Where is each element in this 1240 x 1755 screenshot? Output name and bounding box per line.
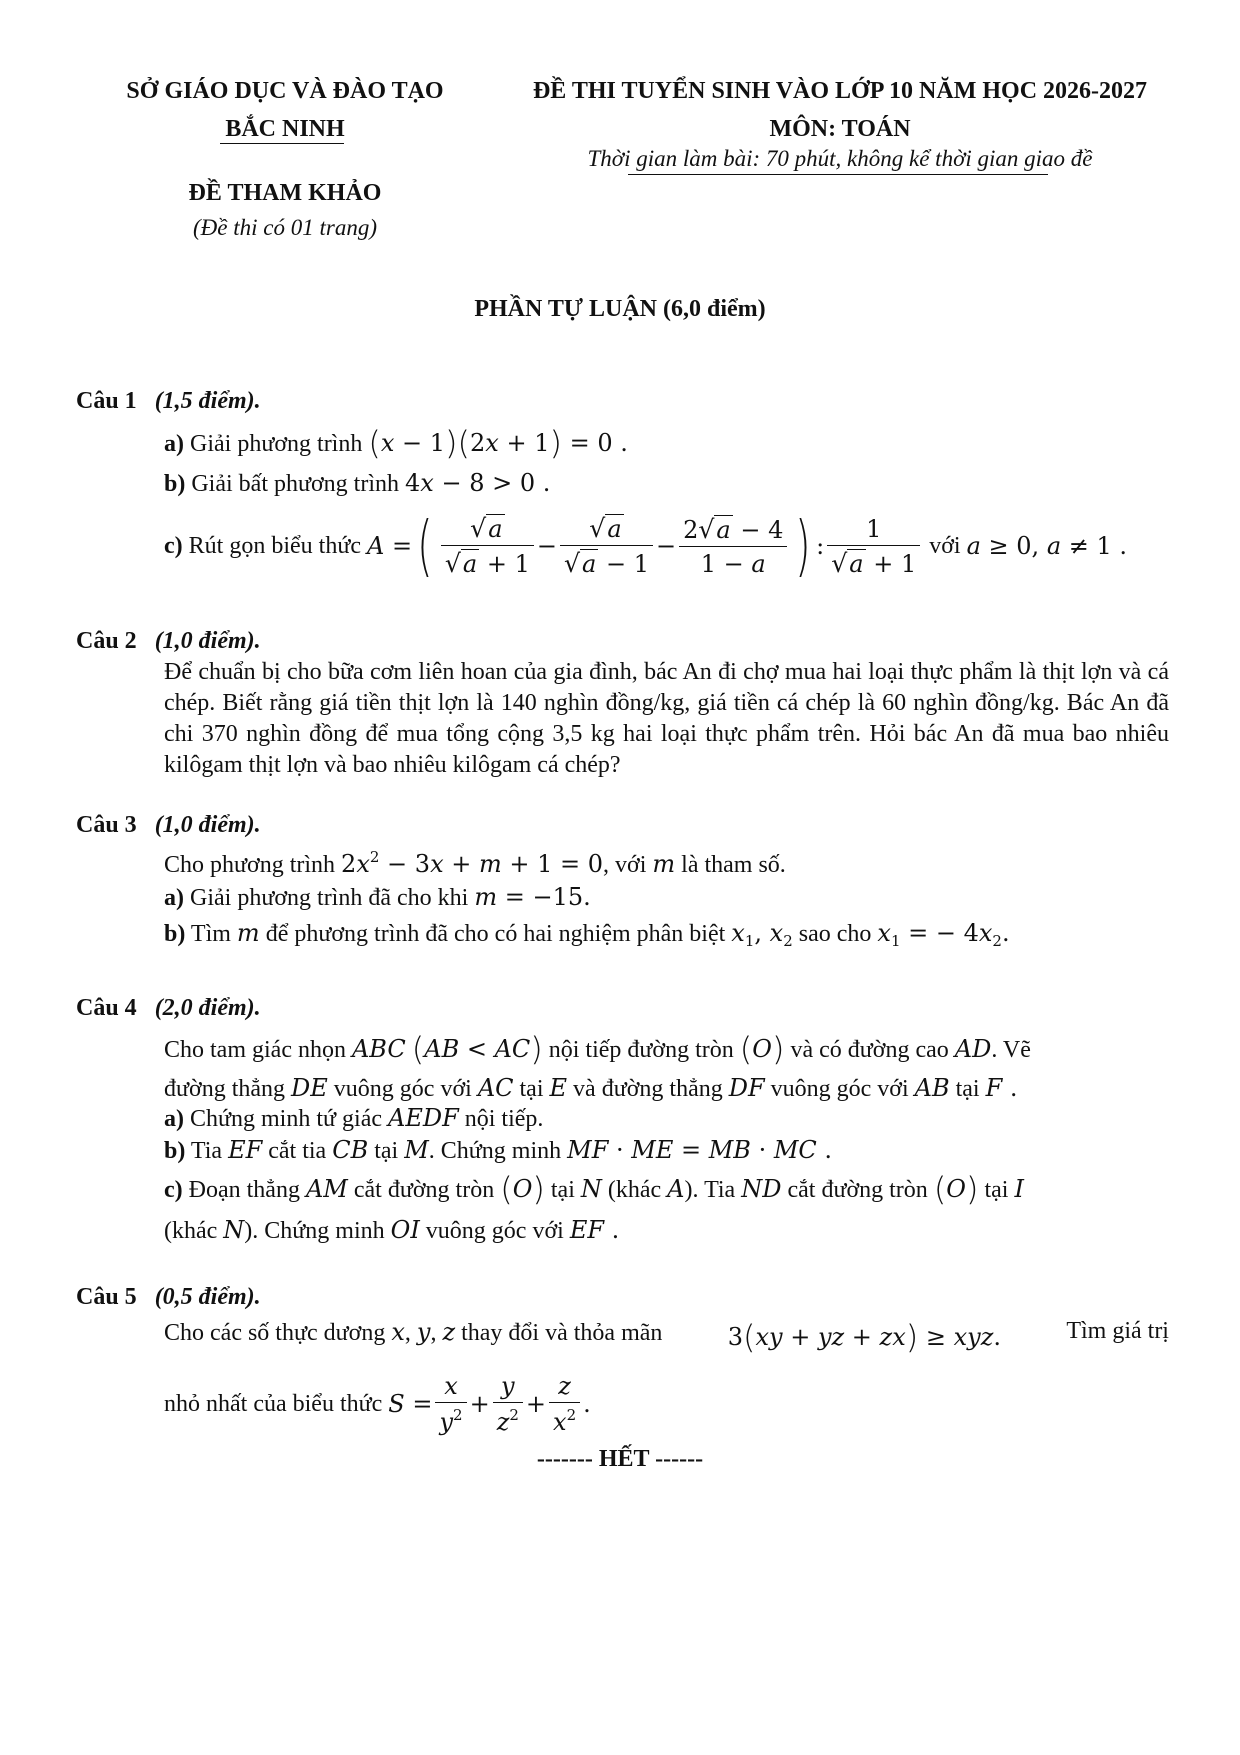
department-name: SỞ GIÁO DỤC VÀ ĐÀO TẠO	[126, 78, 444, 104]
question-3-heading	[76, 812, 261, 839]
question-3b: b) Tìm m để phương trình đã cho có hai nghiệm phân biệt $x_1$, $x_2$ sao cho $x_1$ = − $4x_2$.	[164, 919, 1010, 950]
question-1-heading	[76, 388, 261, 415]
end-mark: ------- HẾT ------	[536, 1446, 704, 1472]
section-title: PHẦN TỰ LUẬN (6,0 điểm)	[474, 296, 766, 322]
exam-title-block	[500, 72, 1180, 148]
question-5-points: (0,5 điểm).	[154, 1284, 261, 1310]
exam-type: ĐỀ THAM KHẢO	[188, 180, 382, 206]
exam-subject: MÔN: TOÁN	[769, 116, 911, 142]
question-1a: a) Giải phương trình (x − 1)(2x + 1) = 0 .	[164, 424, 628, 462]
exam-title: ĐỀ THI TUYỂN SINH VÀO LỚP 10 NĂM HỌC 2026-2027	[532, 78, 1148, 104]
question-2-text: Để chuẩn bị cho bữa cơm liên hoan của gia đình, bác An đi chợ mua hai loại thực phẩm là thịt lợn và cá chép. Biết rằng giá tiền thịt lợn là 140 nghìn đồng/kg, giá tiền cá chép là 60 nghìn đồng/kg. Bác An đã chi 370 nghìn đồng để mua tổng cộng 3,5 kg hai loại thực phẩm trên. Hỏi bác An đã mua bao nhiêu kilôgam thịt lợn và bao nhiêu kilôgam cá chép?	[164, 659, 1169, 778]
pages-note: (Đề thi có 01 trang)	[193, 215, 377, 240]
exam-time: Thời gian làm bài: 70 phút, không kể thời gian giao đề	[587, 146, 1093, 171]
question-1c: c) Rút gọn biểu thức A = ( $\frac{√a}{√a + 1}$ − $\frac{√a}{√a - 1}$ − $\frac{2√a - 4}{1 - a}$ ) : $\frac{1}{√a + 1}$ với a ≥ 0, a ≠ 1 .	[164, 507, 1128, 584]
question-3-points: (1,0 điểm).	[154, 812, 261, 838]
question-4-intro-line1: Cho tam giác nhọn ABC (AB < AC) nội tiếp đường tròn (O) và có đường cao AD. Vẽ	[164, 1030, 1031, 1068]
question-5-line1: Cho các số thực dương x, y, z thay đổi và thỏa mãn 3(xy + yz + zx) ≥ xyz. Tìm giá trị	[164, 1318, 1169, 1356]
question-5-label: Câu 5	[76, 1284, 137, 1310]
question-2-heading	[76, 628, 261, 655]
question-4-heading	[76, 995, 261, 1022]
province-underline	[220, 143, 344, 144]
question-1-label: Câu 1	[76, 388, 137, 414]
question-4c-line1: c) Đoạn thẳng AM cắt đường tròn (O) tại N (khác A). Tia ND cắt đường tròn (O) tại I	[164, 1170, 1024, 1208]
department-block	[110, 72, 460, 148]
question-4-points: (2,0 điểm).	[154, 995, 261, 1021]
question-4b: b) Tia EF cắt tia CB tại M. Chứng minh MF · ME = MB · MC .	[164, 1136, 833, 1164]
question-5-heading	[76, 1284, 261, 1311]
question-5-line2: nhỏ nhất của biểu thức S = $\frac{x}{y^2}$ + $\frac{y}{z^2}$ + $\frac{z}{x^2}$ .	[164, 1372, 591, 1436]
time-underline	[628, 174, 1048, 175]
question-3-intro: Cho phương trình $2x^2 - 3x + m + 1 = 0$, với m là tham số.	[164, 848, 786, 878]
question-4a: a) Chứng minh tứ giác AEDF nội tiếp.	[164, 1104, 544, 1132]
question-4-label: Câu 4	[76, 995, 137, 1021]
question-2-points: (1,0 điểm).	[154, 628, 261, 654]
question-4-intro-line2: đường thẳng DE vuông góc với AC tại E và đường thẳng DF vuông góc với AB tại F .	[164, 1074, 1018, 1102]
question-4c-line2: (khác N). Chứng minh OI vuông góc với EF .	[164, 1216, 620, 1244]
question-1b: b) Giải bất phương trình 4x − 8 > 0 .	[164, 469, 551, 497]
question-3a: a) Giải phương trình đã cho khi m = −15.	[164, 883, 591, 911]
province-name: BẮC NINH	[225, 116, 345, 142]
question-3-label: Câu 3	[76, 812, 137, 838]
question-2-label: Câu 2	[76, 628, 137, 654]
question-1-points: (1,5 điểm).	[154, 388, 261, 414]
